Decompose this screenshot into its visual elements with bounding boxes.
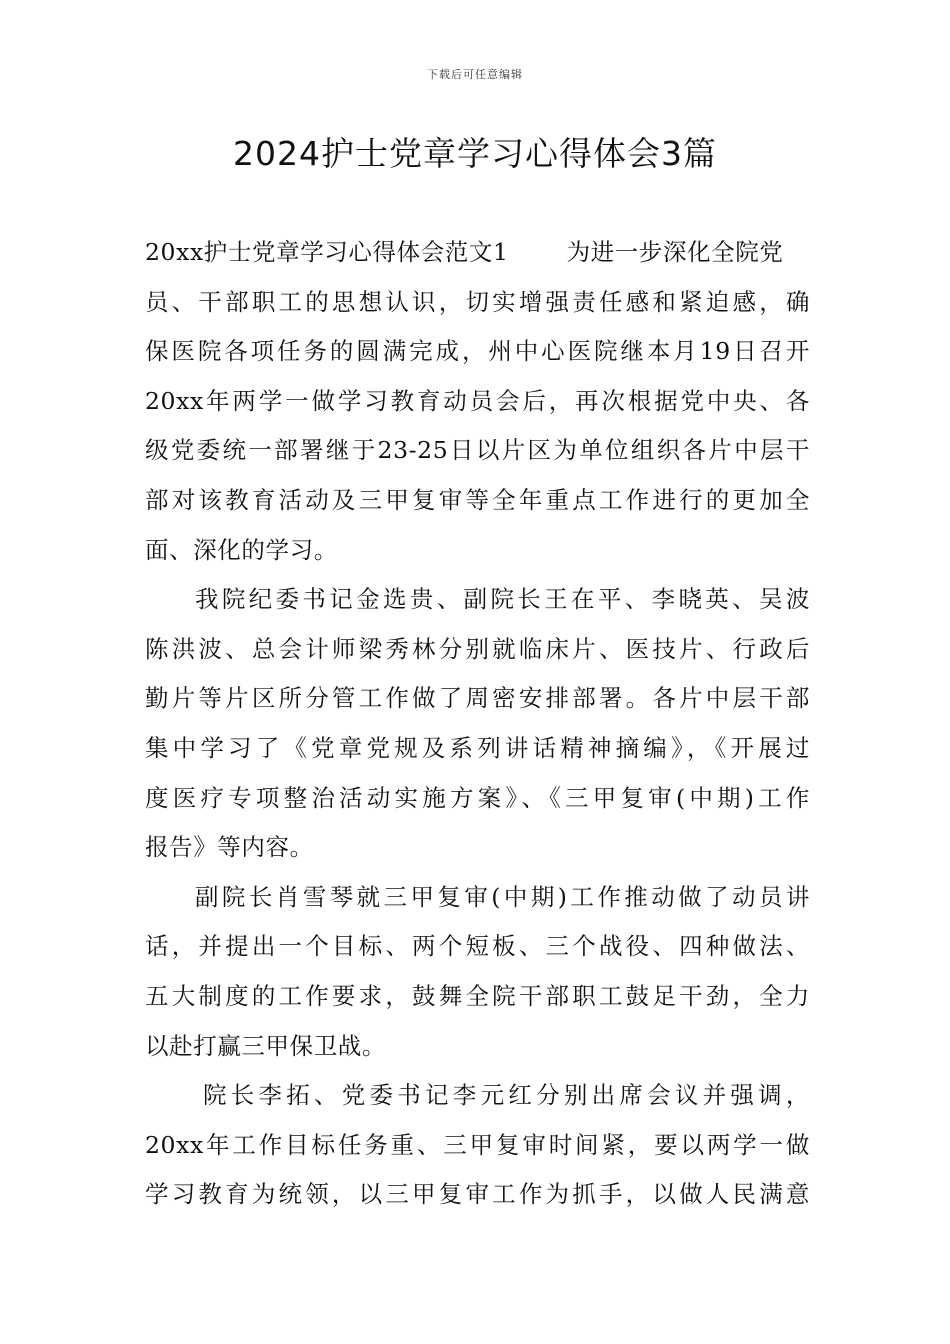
section-heading: 20xx护士党章学习心得体会范文1 [145,238,509,266]
paragraph-line: 面、深化的学习。 [145,535,338,564]
paragraph-line: 部对该教育活动及三甲复审等全年重点工作进行的更加全 [145,485,810,514]
paragraph-line: 院长李拓、党委书记李元红分别出席会议并强调， [203,1081,810,1110]
paragraph-line: 话，并提出一个目标、两个短板、三个战役、四种做法、 [145,932,810,961]
paragraph-line: 副院长肖雪琴就三甲复审(中期)工作推动做了动员讲 [195,882,810,911]
paragraph-line: 五大制度的工作要求，鼓舞全院干部职工鼓足干劲，全力 [145,981,810,1010]
paragraph-line: 报告》等内容。 [145,833,314,862]
paragraph-line: 集中学习了《党章党规及系列讲话精神摘编》，《开展过 [145,733,810,762]
paragraph-line [145,228,810,278]
document-body [145,228,810,1220]
paragraph-line: 以赴打赢三甲保卫战。 [145,1031,386,1060]
paragraph-line: 勤片等片区所分管工作做了周密安排部署。各片中层干部 [145,684,810,713]
paragraph-line: 学习教育为统领，以三甲复审工作为抓手，以做人民满意 [145,1180,810,1209]
paragraph-line: 我院纪委书记金选贵、副院长王在平、李晓英、吴波 [195,585,810,614]
paragraph-line: 保医院各项任务的圆满完成，州中心医院继本月19日召开 [145,337,810,366]
document-title: 2024护士党章学习心得体会3篇 [233,134,717,173]
paragraph-line: 20xx年两学一做学习教育动员会后，再次根据党中央、各 [145,386,810,415]
paragraph-line: 度医疗专项整治活动实施方案》、《三甲复审(中期)工作 [145,783,810,812]
paragraph-line: 员、干部职工的思想认识，切实增强责任感和紧迫感，确 [145,287,810,316]
paragraph-line: 陈洪波、总会计师梁秀林分别就临床片、医技片、行政后 [145,634,810,663]
header-note: 下载后可任意编辑 [427,68,523,81]
paragraph-text: 为进一步深化全院党 [566,238,784,266]
paragraph-line: 20xx年工作目标任务重、三甲复审时间紧，要以两学一做 [145,1130,810,1159]
paragraph-line: 级党委统一部署继于23-25日以片区为单位组织各片中层干 [145,436,810,465]
